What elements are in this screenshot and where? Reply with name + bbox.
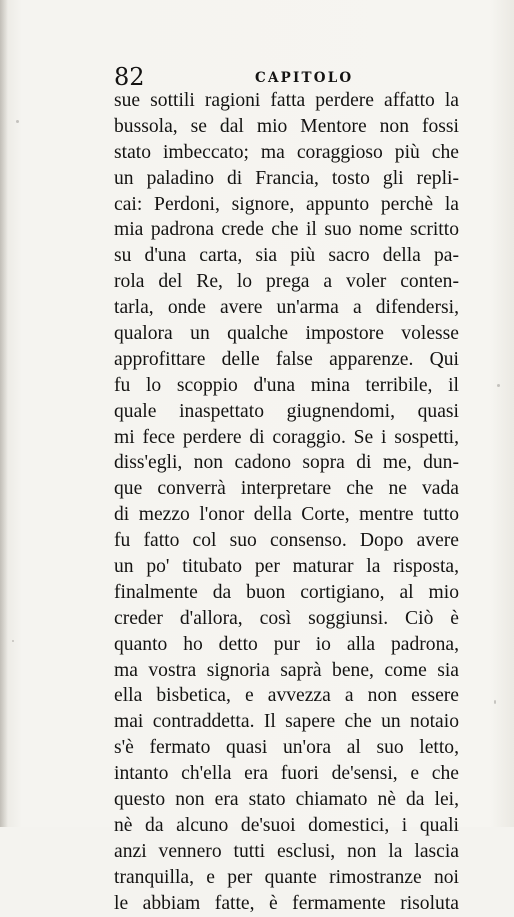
text-line: bussola, se dal mio Mentore non fossi xyxy=(114,115,459,137)
text-line: ma vostra signoria saprà bene, come sia xyxy=(114,659,459,681)
text-line: creder d'allora, così soggiunsi. Ciò è xyxy=(114,607,459,629)
text-line: que converrà interpretare che ne vada xyxy=(114,478,459,500)
text-line: qualora un qualche impostore volesse xyxy=(114,323,459,345)
chapter-heading: CAPITOLO xyxy=(255,70,354,86)
running-head xyxy=(114,64,459,90)
text-line: rola del Re, lo prega a voler conten- xyxy=(114,271,459,293)
text-line: di mezzo l'onor della Corte, mentre tutto xyxy=(114,504,459,526)
paper-speck xyxy=(12,640,14,642)
spine-shadow xyxy=(0,0,8,827)
text-line: anzi vennero tutti esclusi, non la lascia xyxy=(114,840,459,862)
text-line: fu lo scoppio d'una mina terribile, il xyxy=(114,374,459,396)
body-text xyxy=(114,88,459,917)
text-line: mia padrona crede che il suo nome scritto xyxy=(114,219,459,241)
text-line: ella bisbetica, e avvezza a non essere xyxy=(114,685,459,707)
text-line: un po' titubato per maturar la risposta, xyxy=(114,556,459,578)
text-line: stato imbeccato; ma coraggioso più che xyxy=(114,141,459,163)
text-line: le abbiam fatte, è fermamente risoluta xyxy=(114,892,459,914)
text-line: su d'una carta, sia più sacro della pa- xyxy=(114,245,459,267)
text-line: quale inaspettato giugnendomi, quasi xyxy=(114,400,459,422)
paper-speck xyxy=(497,384,500,387)
text-line: tranquilla, e per quante rimostranze noi xyxy=(114,866,459,888)
text-line: sue sottili ragioni fatta perdere affatto la xyxy=(114,90,459,111)
text-line: cai: Perdoni, signore, appunto perchè la xyxy=(114,193,459,215)
page-number: 82 xyxy=(114,63,145,91)
text-line: approfittare delle false apparenze. Qui xyxy=(114,348,459,370)
text-line: diss'egli, non cadono sopra di me, dun- xyxy=(114,452,459,474)
text-line: fu fatto col suo consenso. Dopo avere xyxy=(114,530,459,552)
text-line: finalmente da buon cortigiano, al mio xyxy=(114,581,459,603)
text-line: mai contraddetta. Il sapere che un notaio xyxy=(114,711,459,733)
paper-speck xyxy=(494,700,496,704)
text-line: mi fece perdere di coraggio. Se i sospetti, xyxy=(114,426,459,448)
text-line: tarla, onde avere un'arma a difendersi, xyxy=(114,297,459,319)
text-line: intanto ch'ella era fuori de'sensi, e che xyxy=(114,763,459,785)
text-line: quanto ho detto pur io alla padrona, xyxy=(114,633,459,655)
paper-speck xyxy=(16,120,19,123)
text-line: s'è fermato quasi un'ora al suo letto, xyxy=(114,737,459,759)
text-line: questo non era stato chiamato nè da lei, xyxy=(114,789,459,811)
text-line: nè da alcuno de'suoi domestici, i quali xyxy=(114,814,459,836)
text-line: un paladino di Francia, tosto gli repli- xyxy=(114,167,459,189)
